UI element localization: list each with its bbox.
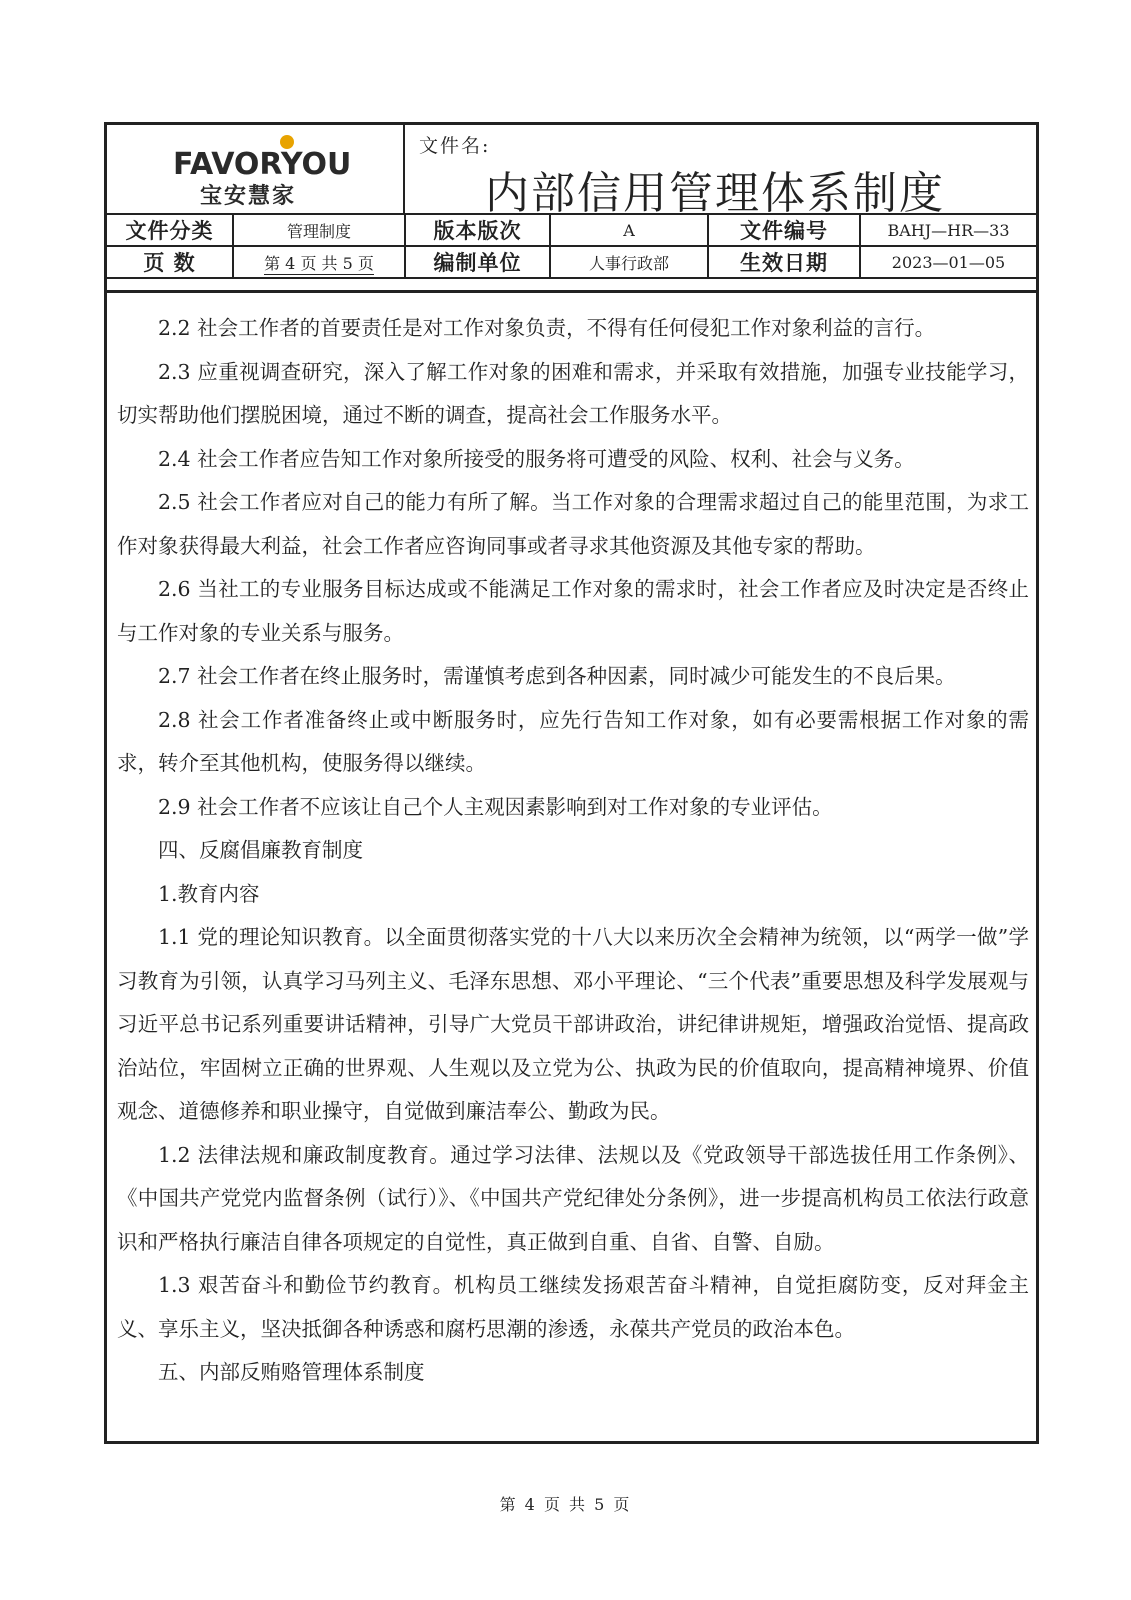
unit-value: 人事行政部	[550, 246, 708, 278]
paragraph: 1.1 党的理论知识教育。以全面贯彻落实党的十八大以来历次全会精神为统领，以“两学一做”学习教育为引领，认真学习马列主义、毛泽东思想、邓小平理论、“三个代表”重要思想及科学发展观与习近平总书记系列重要讲话精神，引导广大党员干部讲政治，讲纪律讲规矩，增强政治觉悟、提高政治站位，牢固树立正确的世界观、人生观以及立党为公、执政为民的价值取向，提高精神境界、价值观念、道德修养和职业操守，自觉做到廉洁奉公、勤政为民。	[117, 925, 1029, 1123]
category-label: 文件分类	[107, 215, 233, 246]
page-value: 第 4 页 共 5 页	[264, 253, 374, 273]
paragraph: 1.2 法律法规和廉政制度教育。通过学习法律、法规以及《党政领导干部选拔任用工作条例》、《中国共产党党内监督条例（试行）》、《中国共产党纪律处分条例》，进一步提高机构员工依法行政意识和严格执行廉洁自律各项规定的自觉性，真正做到自重、自省、自警、自励。	[117, 1142, 1029, 1254]
paragraph: 2.4 社会工作者应告知工作对象所接受的服务将可遭受的风险、权利、社会与义务。	[158, 446, 915, 471]
file-no-label: 文件编号	[708, 215, 860, 246]
section-heading: 五、内部反贿赂管理体系制度	[158, 1360, 425, 1384]
page-value-cell	[233, 246, 405, 278]
paragraph: 2.9 社会工作者不应该让自己个人主观因素影响到对工作对象的专业评估。	[158, 794, 833, 819]
paragraph: 2.2 社会工作者的首要责任是对工作对象负责，不得有任何侵犯工作对象利益的言行。	[158, 316, 936, 340]
meta-row-1	[107, 215, 1036, 246]
doc-title: 内部信用管理体系制度	[485, 168, 945, 219]
unit-label: 编制单位	[405, 246, 550, 278]
logo-chinese: 宝安慧家	[200, 184, 297, 209]
logo-cell	[107, 125, 405, 215]
doc-name-label: 文件名:	[419, 135, 491, 157]
page-label: 页 数	[107, 246, 233, 278]
section-heading: 四、反腐倡廉教育制度	[158, 838, 363, 862]
date-label: 生效日期	[708, 246, 860, 278]
version-value: A	[550, 215, 708, 246]
paragraph: 1.3 艰苦奋斗和勤俭节约教育。机构员工继续发扬艰苦奋斗精神，自觉拒腐防变，反对拜金主义、享乐主义，坚决抵御各种诱惑和腐朽思潮的渗透，永葆共产党员的政治本色。	[117, 1273, 1029, 1341]
meta-row-2	[107, 246, 1036, 278]
version-label: 版本版次	[405, 215, 550, 246]
document-header	[107, 125, 1036, 305]
subsection-heading: 1.教育内容	[158, 881, 260, 906]
paragraph: 2.8 社会工作者准备终止或中断服务时，应先行告知工作对象，如有必要需根据工作对象的需求，转介至其他机构，使服务得以继续。	[117, 707, 1029, 775]
date-value: 2023—01—05	[860, 246, 1036, 278]
file-no-value: BAHJ—HR—33	[860, 215, 1036, 246]
paragraph: 2.5 社会工作者应对自己的能力有所了解。当工作对象的合理需求超过自己的能里范围，为求工作对象获得最大利益，社会工作者应咨询同事或者寻求其他资源及其他专家的帮助。	[117, 490, 1029, 558]
title-cell	[405, 125, 1036, 219]
header-divider	[107, 283, 1036, 293]
paragraph: 2.3 应重视调查研究，深入了解工作对象的困难和需求，并采取有效措施，加强专业技能学习，切实帮助他们摆脱困境，通过不断的调查，提高社会工作服务水平。	[117, 359, 1029, 427]
paragraph: 2.6 当社工的专业服务目标达成或不能满足工作对象的需求时，社会工作者应及时决定是否终止与工作对象的专业关系与服务。	[117, 577, 1029, 645]
body-text	[117, 307, 1029, 1395]
logo-english: FAVORYOU	[173, 147, 352, 182]
document-frame	[104, 122, 1039, 1444]
category-value: 管理制度	[233, 215, 405, 246]
meta-table	[107, 215, 1036, 279]
paragraph: 2.7 社会工作者在终止服务时，需谨慎考虑到各种因素，同时减少可能发生的不良后果。	[158, 664, 956, 688]
page-footer: 第 4 页 共 5 页	[499, 1495, 632, 1514]
